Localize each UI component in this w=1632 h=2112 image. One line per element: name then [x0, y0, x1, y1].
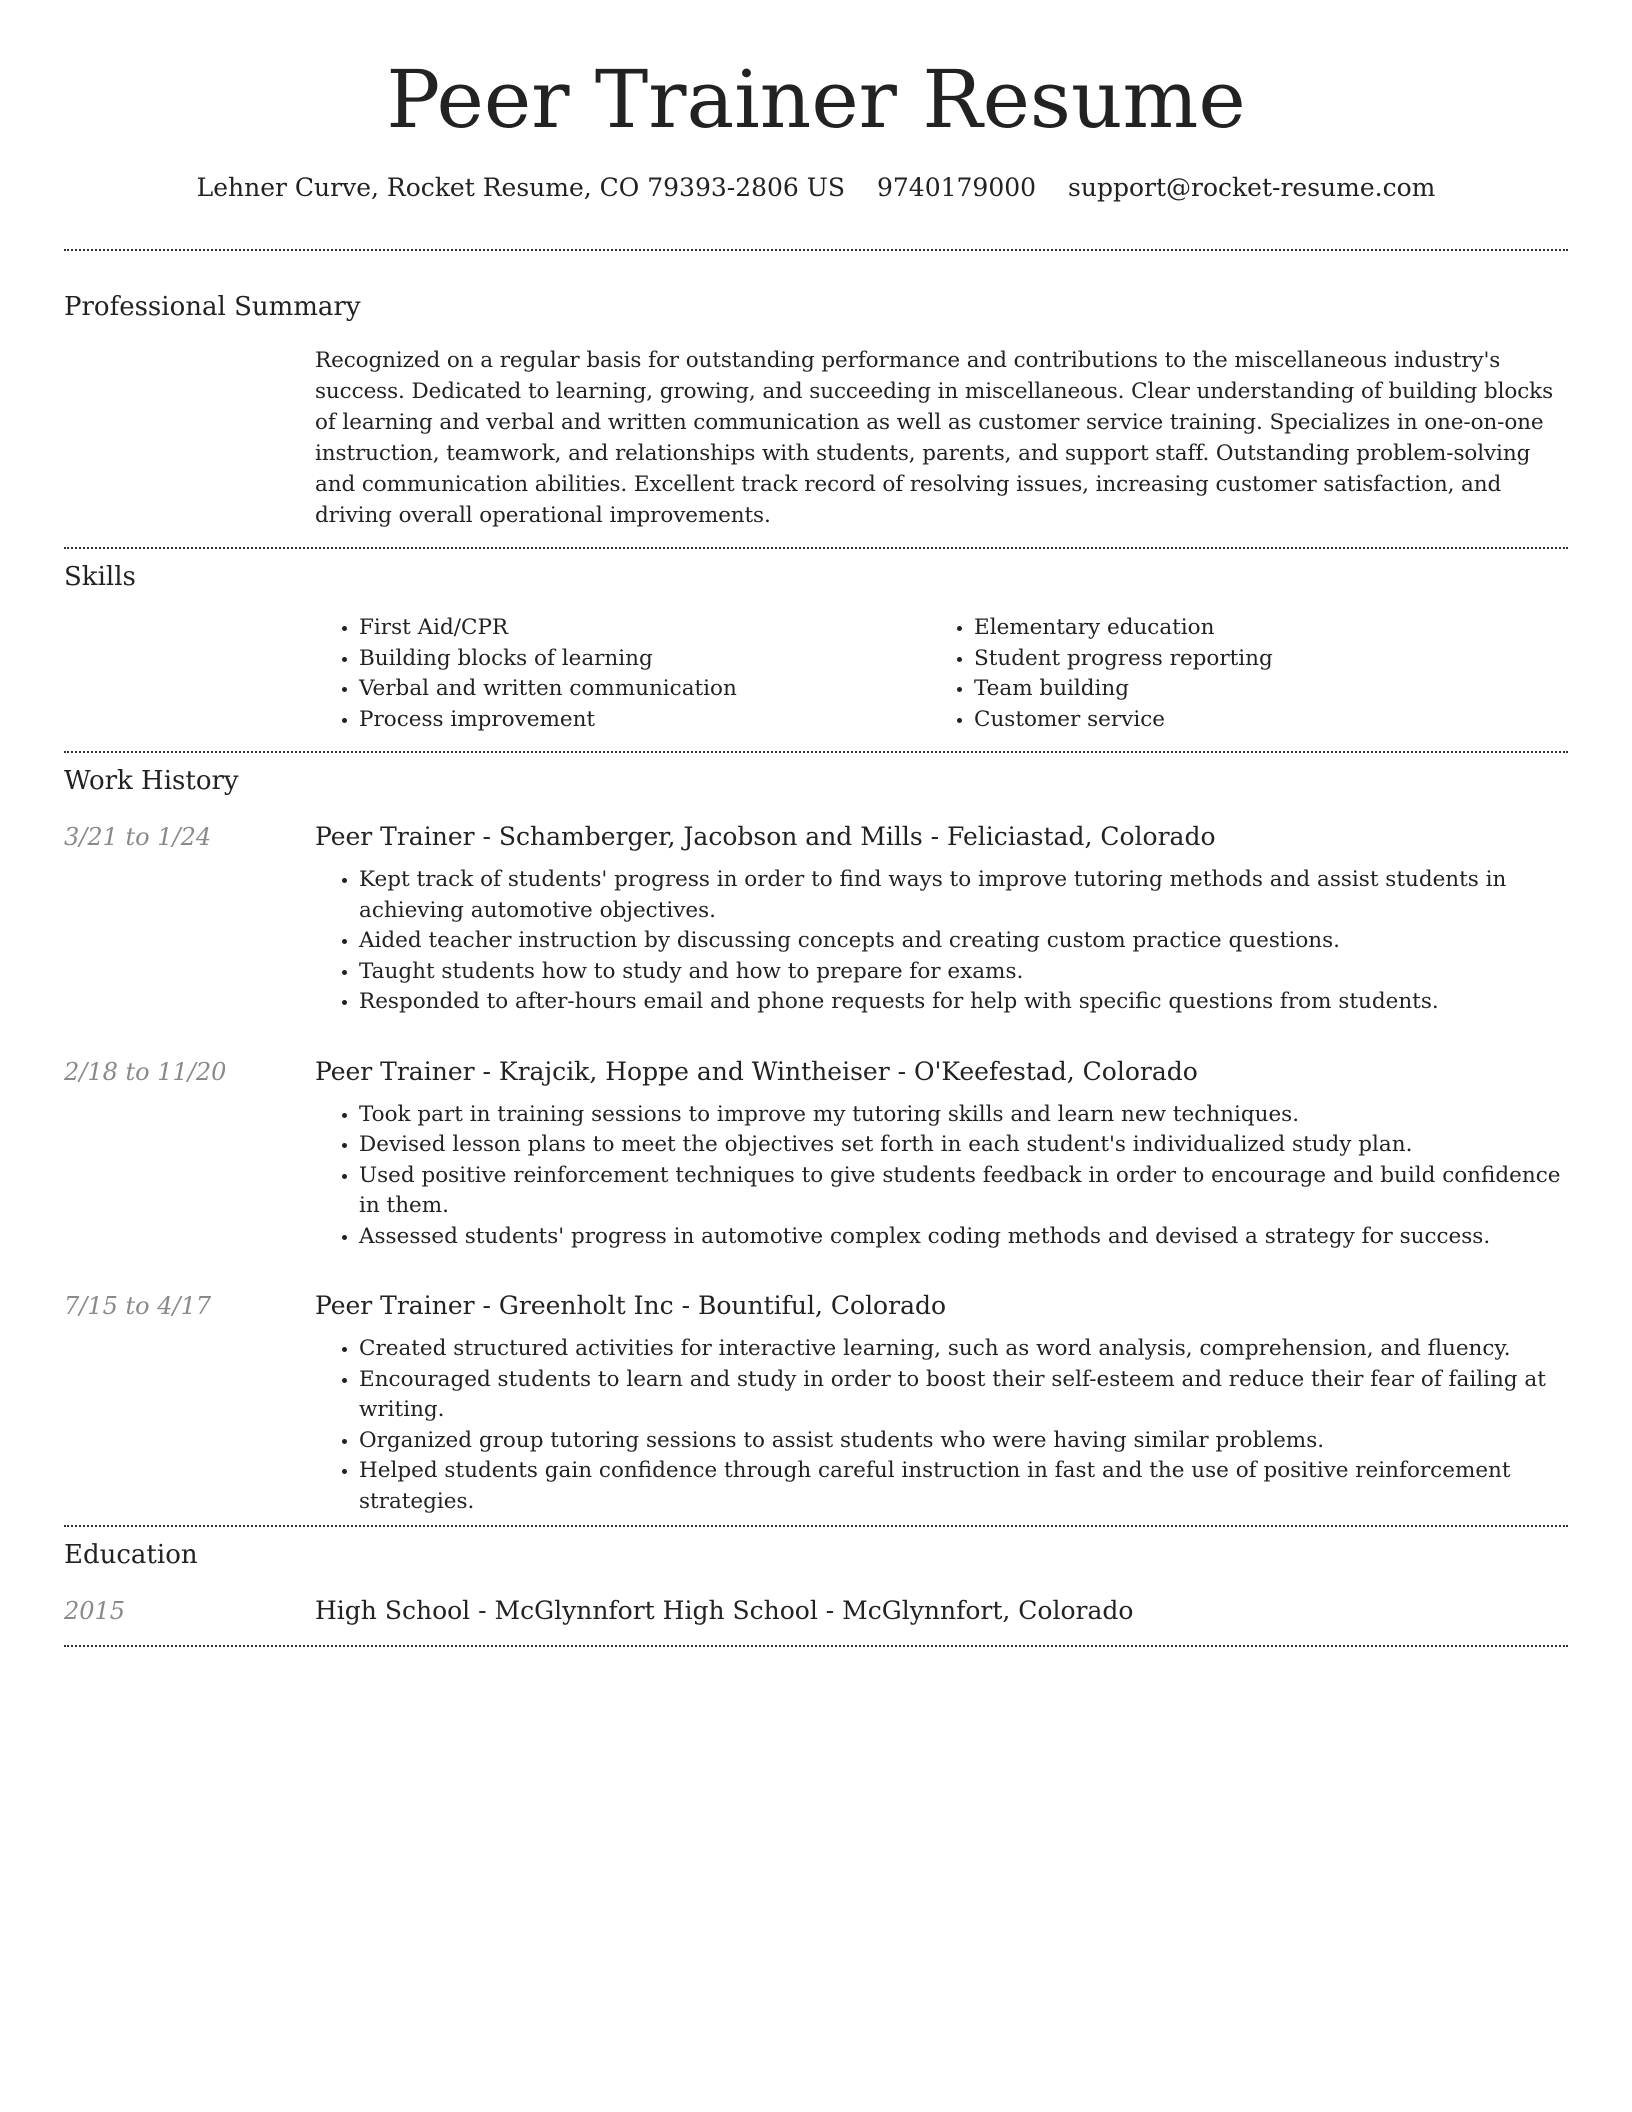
job-role: Peer Trainer	[315, 1056, 475, 1086]
divider	[64, 1525, 1568, 1527]
job-title	[315, 819, 1568, 855]
education-body	[315, 1593, 1568, 1629]
summary-heading: Professional Summary	[64, 292, 361, 322]
job-bullet: • Responded to after-hours email and phone requests for help with specific questions from students.	[359, 987, 1568, 1018]
job-bullet: • Took part in training sessions to improve my tutoring skills and learn new techniques.	[359, 1100, 1568, 1131]
email-text: support@rocket-resume.com	[1068, 173, 1436, 202]
summary-text: Recognized on a regular basis for outstanding performance and contributions to the miscellaneous industry's success. Dedicated to learning, growing, and succeeding in miscellaneous. Clear understanding of building blocks of learning and verbal and written communication as well as customer service training. Specializes in one-on-one instruction, teamwork, and relationships with students, parents, and support staff. Outstanding problem-solving and communication abilities. Excellent track record of resolving issues, increasing customer satisfaction, and driving overall operational improvements.	[315, 348, 1554, 528]
summary-section	[64, 289, 1568, 531]
skill-item: • Team building	[974, 674, 1530, 705]
job-entry	[64, 1288, 1568, 1517]
job-bullet: • Aided teacher instruction by discussing concepts and creating custom practice questions.	[359, 926, 1568, 957]
divider	[64, 751, 1568, 753]
job-role: Peer Trainer	[315, 822, 475, 851]
job-bullets	[315, 865, 1568, 1018]
skill-item: • Process improvement	[359, 705, 930, 736]
skill-item: • Student progress reporting	[974, 644, 1530, 675]
page-title: Peer Trainer Resume	[386, 53, 1246, 146]
job-bullets	[315, 1334, 1568, 1517]
skill-item: • Building blocks of learning	[359, 644, 930, 675]
education-year: 2015	[64, 1597, 126, 1625]
skills-list-left	[315, 613, 930, 735]
job-employer: - Krajcik, Hoppe and Wintheiser - O'Keefestad, Colorado	[474, 1056, 1198, 1086]
job-bullet: • Organized group tutoring sessions to assist students who were having similar problems.	[359, 1426, 1568, 1457]
skill-item: • Elementary education	[974, 613, 1530, 644]
job-bullet: • Created structured activities for interactive learning, such as word analysis, comprehension, and fluency.	[359, 1334, 1568, 1365]
job-entry	[64, 819, 1568, 1018]
education-entry	[64, 1593, 1568, 1629]
work-history-heading: Work History	[64, 766, 239, 796]
job-dates: 3/21 to 1/24	[64, 823, 212, 851]
education-title	[315, 1593, 1568, 1629]
job-body	[315, 1054, 1568, 1253]
job-bullet: • Kept track of students' progress in order to find ways to improve tutoring methods and assist students in achieving automotive objectives.	[359, 865, 1568, 926]
contact-line	[64, 168, 1568, 208]
divider	[64, 1645, 1568, 1647]
education-degree: High School	[315, 1596, 471, 1625]
job-bullet: • Devised lesson plans to meet the objectives set forth in each student's individualized study plan.	[359, 1130, 1568, 1161]
resume-page	[64, 0, 1568, 1647]
skills-section	[64, 559, 1568, 735]
address-text: Lehner Curve, Rocket Resume, CO 79393-2806 US	[196, 173, 845, 202]
job-employer: - Schamberger, Jacobson and Mills - Feliciastad, Colorado	[474, 822, 1216, 851]
job-bullet: • Taught students how to study and how to prepare for exams.	[359, 957, 1568, 988]
job-title	[315, 1054, 1568, 1090]
job-body	[315, 1288, 1568, 1517]
skills-grid	[315, 613, 1568, 735]
job-bullet: • Encouraged students to learn and study in order to boost their self-esteem and reduce their fear of failing at writing.	[359, 1365, 1568, 1426]
work-history-section	[64, 763, 1568, 1517]
education-school: - McGlynnfort High School - McGlynnfort, Colorado	[470, 1596, 1134, 1625]
job-bullet: • Helped students gain confidence through careful instruction in fast and the use of positive reinforcement strategies.	[359, 1456, 1568, 1517]
divider	[64, 249, 1568, 251]
job-role: Peer Trainer	[315, 1291, 475, 1320]
skills-list-right	[930, 613, 1530, 735]
job-body	[315, 819, 1568, 1018]
job-employer: - Greenholt Inc - Bountiful, Colorado	[474, 1291, 947, 1320]
skills-heading: Skills	[64, 562, 136, 592]
skill-item: • Verbal and written communication	[359, 674, 930, 705]
skill-item: • First Aid/CPR	[359, 613, 930, 644]
job-bullets	[315, 1100, 1568, 1253]
phone-text: 9740179000	[876, 173, 1037, 202]
education-heading: Education	[64, 1540, 198, 1570]
job-dates: 7/15 to 4/17	[64, 1292, 212, 1320]
job-dates: 2/18 to 11/20	[64, 1057, 227, 1086]
skill-item: • Customer service	[974, 705, 1530, 736]
divider	[64, 547, 1568, 549]
job-title	[315, 1288, 1568, 1324]
education-section	[64, 1537, 1568, 1629]
job-entry	[64, 1054, 1568, 1253]
job-bullet: • Used positive reinforcement techniques to give students feedback in order to encourage and build confidence in them.	[359, 1161, 1568, 1222]
job-bullet: • Assessed students' progress in automotive complex coding methods and devised a strategy for success.	[359, 1222, 1568, 1253]
